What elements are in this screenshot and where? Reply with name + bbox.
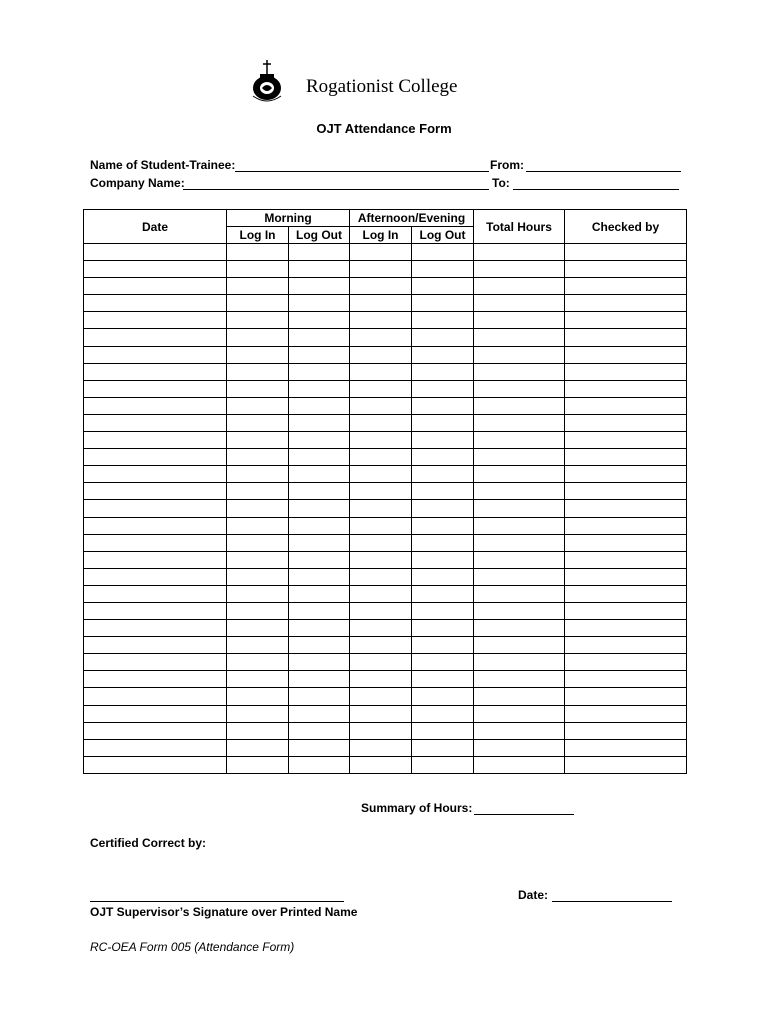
date-cell[interactable]	[84, 585, 227, 602]
morning-log-in-cell[interactable]	[227, 244, 289, 261]
total-hours-cell[interactable]	[474, 517, 565, 534]
morning-log-out-cell[interactable]	[289, 637, 350, 654]
date-cell[interactable]	[84, 295, 227, 312]
supervisor-signature-label: OJT Supervisor’s Signature over Printed Name	[90, 905, 358, 919]
checked-by-cell[interactable]	[565, 295, 687, 312]
afternoon-log-in-cell[interactable]	[350, 500, 412, 517]
morning-log-in-cell[interactable]	[227, 722, 289, 739]
total-hours-cell[interactable]	[474, 585, 565, 602]
checked-by-cell[interactable]	[565, 602, 687, 619]
attendance-row	[84, 534, 687, 551]
date-cell[interactable]	[84, 739, 227, 756]
checked-by-cell[interactable]	[565, 637, 687, 654]
attendance-row	[84, 756, 687, 773]
afternoon-log-in-cell[interactable]	[350, 637, 412, 654]
total-hours-cell[interactable]	[474, 620, 565, 637]
morning-log-in-cell[interactable]	[227, 637, 289, 654]
attendance-row	[84, 602, 687, 619]
attendance-row	[84, 585, 687, 602]
morning-log-out-cell[interactable]	[289, 585, 350, 602]
attendance-rows	[84, 244, 687, 774]
date-cell[interactable]	[84, 654, 227, 671]
morning-log-out-cell[interactable]	[289, 261, 350, 278]
date-cell[interactable]	[84, 397, 227, 414]
date-cell[interactable]	[84, 483, 227, 500]
date-cell[interactable]	[84, 568, 227, 585]
date-cell[interactable]	[84, 517, 227, 534]
date-cell[interactable]	[84, 637, 227, 654]
attendance-row	[84, 722, 687, 739]
total-hours-cell[interactable]	[474, 705, 565, 722]
morning-log-in-cell[interactable]	[227, 466, 289, 483]
morning-log-out-cell[interactable]	[289, 739, 350, 756]
checked-by-cell[interactable]	[565, 278, 687, 295]
afternoon-log-in-cell[interactable]	[350, 517, 412, 534]
morning-log-out-cell[interactable]	[289, 722, 350, 739]
afternoon-log-out-cell[interactable]	[412, 534, 474, 551]
attendance-row	[84, 671, 687, 688]
afternoon-log-out-cell[interactable]	[412, 739, 474, 756]
checked-by-cell[interactable]	[565, 654, 687, 671]
morning-header: Morning	[227, 210, 350, 227]
morning-log-out-cell[interactable]	[289, 654, 350, 671]
attendance-row	[84, 517, 687, 534]
afternoon-log-in-cell[interactable]	[350, 432, 412, 449]
morning-log-out-cell[interactable]	[289, 397, 350, 414]
morning-log-out-cell[interactable]	[289, 551, 350, 568]
total-hours-cell[interactable]	[474, 602, 565, 619]
afternoon-log-out-cell[interactable]	[412, 278, 474, 295]
morning-log-out-cell[interactable]	[289, 517, 350, 534]
attendance-row	[84, 449, 687, 466]
morning-log-out-cell[interactable]	[289, 602, 350, 619]
attendance-row	[84, 568, 687, 585]
afternoon-log-out-cell[interactable]	[412, 517, 474, 534]
afternoon-log-out-cell[interactable]	[412, 620, 474, 637]
company-name-label: Company Name:	[90, 176, 185, 190]
afternoon-log-out-header: Log Out	[412, 227, 474, 244]
morning-log-in-cell[interactable]	[227, 568, 289, 585]
afternoon-log-out-cell[interactable]	[412, 397, 474, 414]
attendance-row	[84, 466, 687, 483]
afternoon-log-out-cell[interactable]	[412, 688, 474, 705]
afternoon-log-in-header: Log In	[350, 227, 412, 244]
morning-log-in-cell[interactable]	[227, 620, 289, 637]
morning-log-in-cell[interactable]	[227, 517, 289, 534]
morning-log-out-cell[interactable]	[289, 466, 350, 483]
checked-by-cell[interactable]	[565, 688, 687, 705]
morning-log-in-cell[interactable]	[227, 500, 289, 517]
afternoon-log-in-cell[interactable]	[350, 551, 412, 568]
attendance-row	[84, 295, 687, 312]
afternoon-log-out-cell[interactable]	[412, 346, 474, 363]
checked-by-cell[interactable]	[565, 244, 687, 261]
morning-log-in-cell[interactable]	[227, 312, 289, 329]
date-cell[interactable]	[84, 620, 227, 637]
date-header: Date	[84, 210, 227, 244]
total-hours-cell[interactable]	[474, 261, 565, 278]
morning-log-in-cell[interactable]	[227, 739, 289, 756]
total-hours-cell[interactable]	[474, 380, 565, 397]
afternoon-log-out-cell[interactable]	[412, 483, 474, 500]
checked-by-cell[interactable]	[565, 466, 687, 483]
date-cell[interactable]	[84, 500, 227, 517]
afternoon-log-in-cell[interactable]	[350, 739, 412, 756]
morning-log-in-cell[interactable]	[227, 278, 289, 295]
summary-of-hours-label: Summary of Hours:	[361, 801, 473, 815]
date-cell[interactable]	[84, 363, 227, 380]
total-hours-cell[interactable]	[474, 466, 565, 483]
student-name-field[interactable]	[235, 171, 489, 172]
attendance-row	[84, 688, 687, 705]
morning-log-out-cell[interactable]	[289, 671, 350, 688]
checked-by-cell[interactable]	[565, 756, 687, 773]
afternoon-log-out-cell[interactable]	[412, 244, 474, 261]
morning-log-out-cell[interactable]	[289, 278, 350, 295]
attendance-row	[84, 397, 687, 414]
afternoon-log-out-cell[interactable]	[412, 637, 474, 654]
total-hours-cell[interactable]	[474, 414, 565, 431]
company-name-field[interactable]	[183, 189, 489, 190]
total-hours-cell[interactable]	[474, 329, 565, 346]
afternoon-log-out-cell[interactable]	[412, 295, 474, 312]
checked-by-cell[interactable]	[565, 312, 687, 329]
checked-by-cell[interactable]	[565, 671, 687, 688]
total-hours-cell[interactable]	[474, 739, 565, 756]
afternoon-log-in-cell[interactable]	[350, 380, 412, 397]
attendance-row	[84, 244, 687, 261]
total-hours-cell[interactable]	[474, 722, 565, 739]
date-cell[interactable]	[84, 380, 227, 397]
attendance-row	[84, 705, 687, 722]
afternoon-log-out-cell[interactable]	[412, 261, 474, 278]
afternoon-log-in-cell[interactable]	[350, 756, 412, 773]
morning-log-out-cell[interactable]	[289, 534, 350, 551]
afternoon-log-in-cell[interactable]	[350, 312, 412, 329]
checked-by-cell[interactable]	[565, 739, 687, 756]
checked-by-cell[interactable]	[565, 500, 687, 517]
afternoon-log-in-cell[interactable]	[350, 449, 412, 466]
afternoon-log-in-cell[interactable]	[350, 261, 412, 278]
total-hours-cell[interactable]	[474, 568, 565, 585]
date-cell[interactable]	[84, 261, 227, 278]
morning-log-in-cell[interactable]	[227, 397, 289, 414]
from-label: From:	[490, 158, 524, 172]
afternoon-log-in-cell[interactable]	[350, 585, 412, 602]
morning-log-out-cell[interactable]	[289, 363, 350, 380]
attendance-row	[84, 346, 687, 363]
morning-log-in-cell[interactable]	[227, 261, 289, 278]
to-label: To:	[492, 176, 510, 190]
total-hours-cell[interactable]	[474, 432, 565, 449]
total-hours-cell[interactable]	[474, 244, 565, 261]
checked-by-cell[interactable]	[565, 261, 687, 278]
form-code: RC-OEA Form 005 (Attendance Form)	[90, 940, 295, 954]
total-hours-cell[interactable]	[474, 500, 565, 517]
afternoon-log-in-cell[interactable]	[350, 483, 412, 500]
morning-log-in-header: Log In	[227, 227, 289, 244]
checked-by-cell[interactable]	[565, 432, 687, 449]
total-hours-cell[interactable]	[474, 363, 565, 380]
afternoon-log-in-cell[interactable]	[350, 278, 412, 295]
afternoon-log-out-cell[interactable]	[412, 329, 474, 346]
morning-log-out-cell[interactable]	[289, 329, 350, 346]
attendance-row	[84, 620, 687, 637]
attendance-row	[84, 483, 687, 500]
afternoon-log-out-cell[interactable]	[412, 756, 474, 773]
checked-by-cell[interactable]	[565, 705, 687, 722]
attendance-row	[84, 278, 687, 295]
afternoon-log-in-cell[interactable]	[350, 466, 412, 483]
date-cell[interactable]	[84, 414, 227, 431]
form-title: OJT Attendance Form	[316, 121, 452, 136]
afternoon-log-out-cell[interactable]	[412, 585, 474, 602]
checked-by-cell[interactable]	[565, 585, 687, 602]
checked-by-cell[interactable]	[565, 397, 687, 414]
attendance-table	[83, 209, 687, 774]
checked-by-cell[interactable]	[565, 346, 687, 363]
date-cell[interactable]	[84, 705, 227, 722]
date-cell[interactable]	[84, 756, 227, 773]
afternoon-log-out-cell[interactable]	[412, 449, 474, 466]
checked-by-cell[interactable]	[565, 620, 687, 637]
checked-by-cell[interactable]	[565, 551, 687, 568]
date-cell[interactable]	[84, 551, 227, 568]
date-cell[interactable]	[84, 312, 227, 329]
checked-by-cell[interactable]	[565, 449, 687, 466]
afternoon-log-in-cell[interactable]	[350, 244, 412, 261]
morning-log-out-cell[interactable]	[289, 244, 350, 261]
checked-by-cell[interactable]	[565, 380, 687, 397]
date-cell[interactable]	[84, 534, 227, 551]
supervisor-signature-field[interactable]	[90, 901, 344, 902]
date-cell[interactable]	[84, 432, 227, 449]
total-hours-cell[interactable]	[474, 551, 565, 568]
date-cell[interactable]	[84, 602, 227, 619]
total-hours-cell[interactable]	[474, 756, 565, 773]
checked-by-cell[interactable]	[565, 329, 687, 346]
signature-date-field[interactable]	[552, 901, 672, 902]
total-hours-cell[interactable]	[474, 637, 565, 654]
checked-by-cell[interactable]	[565, 568, 687, 585]
morning-log-out-cell[interactable]	[289, 688, 350, 705]
date-cell[interactable]	[84, 278, 227, 295]
attendance-row	[84, 551, 687, 568]
date-cell[interactable]	[84, 449, 227, 466]
student-name-label: Name of Student-Trainee:	[90, 158, 236, 172]
afternoon-log-out-cell[interactable]	[412, 722, 474, 739]
afternoon-log-in-cell[interactable]	[350, 671, 412, 688]
morning-log-out-cell[interactable]	[289, 449, 350, 466]
attendance-row	[84, 432, 687, 449]
attendance-row	[84, 363, 687, 380]
college-seal-logo	[250, 60, 286, 104]
attendance-row	[84, 654, 687, 671]
attendance-row	[84, 500, 687, 517]
afternoon-log-out-cell[interactable]	[412, 551, 474, 568]
afternoon-log-out-cell[interactable]	[412, 705, 474, 722]
afternoon-log-out-cell[interactable]	[412, 432, 474, 449]
afternoon-log-in-cell[interactable]	[350, 397, 412, 414]
date-cell[interactable]	[84, 346, 227, 363]
checked-by-cell[interactable]	[565, 534, 687, 551]
college-name: Rogationist College	[306, 76, 458, 97]
morning-log-out-cell[interactable]	[289, 432, 350, 449]
afternoon-log-in-cell[interactable]	[350, 363, 412, 380]
morning-log-in-cell[interactable]	[227, 551, 289, 568]
afternoon-log-in-cell[interactable]	[350, 722, 412, 739]
date-cell[interactable]	[84, 671, 227, 688]
afternoon-log-out-cell[interactable]	[412, 363, 474, 380]
morning-log-out-header: Log Out	[289, 227, 350, 244]
morning-log-out-cell[interactable]	[289, 756, 350, 773]
morning-log-in-cell[interactable]	[227, 756, 289, 773]
morning-log-in-cell[interactable]	[227, 534, 289, 551]
total-hours-cell[interactable]	[474, 278, 565, 295]
total-hours-cell[interactable]	[474, 688, 565, 705]
morning-log-in-cell[interactable]	[227, 363, 289, 380]
afternoon-log-in-cell[interactable]	[350, 688, 412, 705]
checked-by-cell[interactable]	[565, 363, 687, 380]
attendance-row	[84, 380, 687, 397]
checked-by-cell[interactable]	[565, 414, 687, 431]
total-hours-cell[interactable]	[474, 449, 565, 466]
attendance-row	[84, 261, 687, 278]
afternoon-log-out-cell[interactable]	[412, 671, 474, 688]
signature-date-label: Date:	[518, 888, 549, 902]
attendance-row	[84, 637, 687, 654]
certified-correct-label: Certified Correct by:	[90, 836, 207, 850]
total-hours-cell[interactable]	[474, 295, 565, 312]
morning-log-out-cell[interactable]	[289, 414, 350, 431]
morning-log-out-cell[interactable]	[289, 346, 350, 363]
morning-log-out-cell[interactable]	[289, 705, 350, 722]
morning-log-in-cell[interactable]	[227, 602, 289, 619]
to-date-field[interactable]	[513, 189, 679, 190]
afternoon-log-in-cell[interactable]	[350, 414, 412, 431]
summary-of-hours-field[interactable]	[474, 814, 574, 815]
afternoon-log-in-cell[interactable]	[350, 346, 412, 363]
total-hours-cell[interactable]	[474, 671, 565, 688]
morning-log-in-cell[interactable]	[227, 585, 289, 602]
morning-log-in-cell[interactable]	[227, 295, 289, 312]
attendance-row	[84, 739, 687, 756]
morning-log-in-cell[interactable]	[227, 671, 289, 688]
morning-log-out-cell[interactable]	[289, 568, 350, 585]
date-cell[interactable]	[84, 466, 227, 483]
afternoon-log-out-cell[interactable]	[412, 466, 474, 483]
morning-log-in-cell[interactable]	[227, 705, 289, 722]
total-hours-cell[interactable]	[474, 534, 565, 551]
total-hours-header: Total Hours	[474, 210, 565, 244]
checked-by-cell[interactable]	[565, 483, 687, 500]
morning-log-out-cell[interactable]	[289, 380, 350, 397]
attendance-row	[84, 329, 687, 346]
morning-log-in-cell[interactable]	[227, 483, 289, 500]
afternoon-log-in-cell[interactable]	[350, 534, 412, 551]
morning-log-out-cell[interactable]	[289, 500, 350, 517]
afternoon-log-out-cell[interactable]	[412, 602, 474, 619]
date-cell[interactable]	[84, 244, 227, 261]
from-date-field[interactable]	[526, 171, 681, 172]
checked-by-cell[interactable]	[565, 722, 687, 739]
checked-by-cell[interactable]	[565, 517, 687, 534]
afternoon-log-in-cell[interactable]	[350, 705, 412, 722]
afternoon-log-out-cell[interactable]	[412, 568, 474, 585]
morning-log-in-cell[interactable]	[227, 329, 289, 346]
morning-log-out-cell[interactable]	[289, 483, 350, 500]
date-cell[interactable]	[84, 722, 227, 739]
attendance-row	[84, 312, 687, 329]
total-hours-cell[interactable]	[474, 397, 565, 414]
afternoon-log-in-cell[interactable]	[350, 654, 412, 671]
morning-log-in-cell[interactable]	[227, 688, 289, 705]
morning-log-in-cell[interactable]	[227, 380, 289, 397]
date-cell[interactable]	[84, 329, 227, 346]
attendance-row	[84, 414, 687, 431]
total-hours-cell[interactable]	[474, 654, 565, 671]
morning-log-in-cell[interactable]	[227, 346, 289, 363]
morning-log-in-cell[interactable]	[227, 654, 289, 671]
afternoon-log-out-cell[interactable]	[412, 654, 474, 671]
total-hours-cell[interactable]	[474, 483, 565, 500]
morning-log-out-cell[interactable]	[289, 620, 350, 637]
afternoon-log-out-cell[interactable]	[412, 312, 474, 329]
date-cell[interactable]	[84, 688, 227, 705]
morning-log-in-cell[interactable]	[227, 432, 289, 449]
morning-log-out-cell[interactable]	[289, 312, 350, 329]
afternoon-log-out-cell[interactable]	[412, 380, 474, 397]
afternoon-evening-header: Afternoon/Evening	[350, 210, 474, 227]
afternoon-log-in-cell[interactable]	[350, 295, 412, 312]
afternoon-log-in-cell[interactable]	[350, 602, 412, 619]
morning-log-in-cell[interactable]	[227, 449, 289, 466]
afternoon-log-out-cell[interactable]	[412, 414, 474, 431]
morning-log-in-cell[interactable]	[227, 414, 289, 431]
afternoon-log-in-cell[interactable]	[350, 620, 412, 637]
checked-by-header: Checked by	[565, 210, 687, 244]
afternoon-log-in-cell[interactable]	[350, 568, 412, 585]
total-hours-cell[interactable]	[474, 346, 565, 363]
morning-log-out-cell[interactable]	[289, 295, 350, 312]
afternoon-log-out-cell[interactable]	[412, 500, 474, 517]
total-hours-cell[interactable]	[474, 312, 565, 329]
afternoon-log-in-cell[interactable]	[350, 329, 412, 346]
